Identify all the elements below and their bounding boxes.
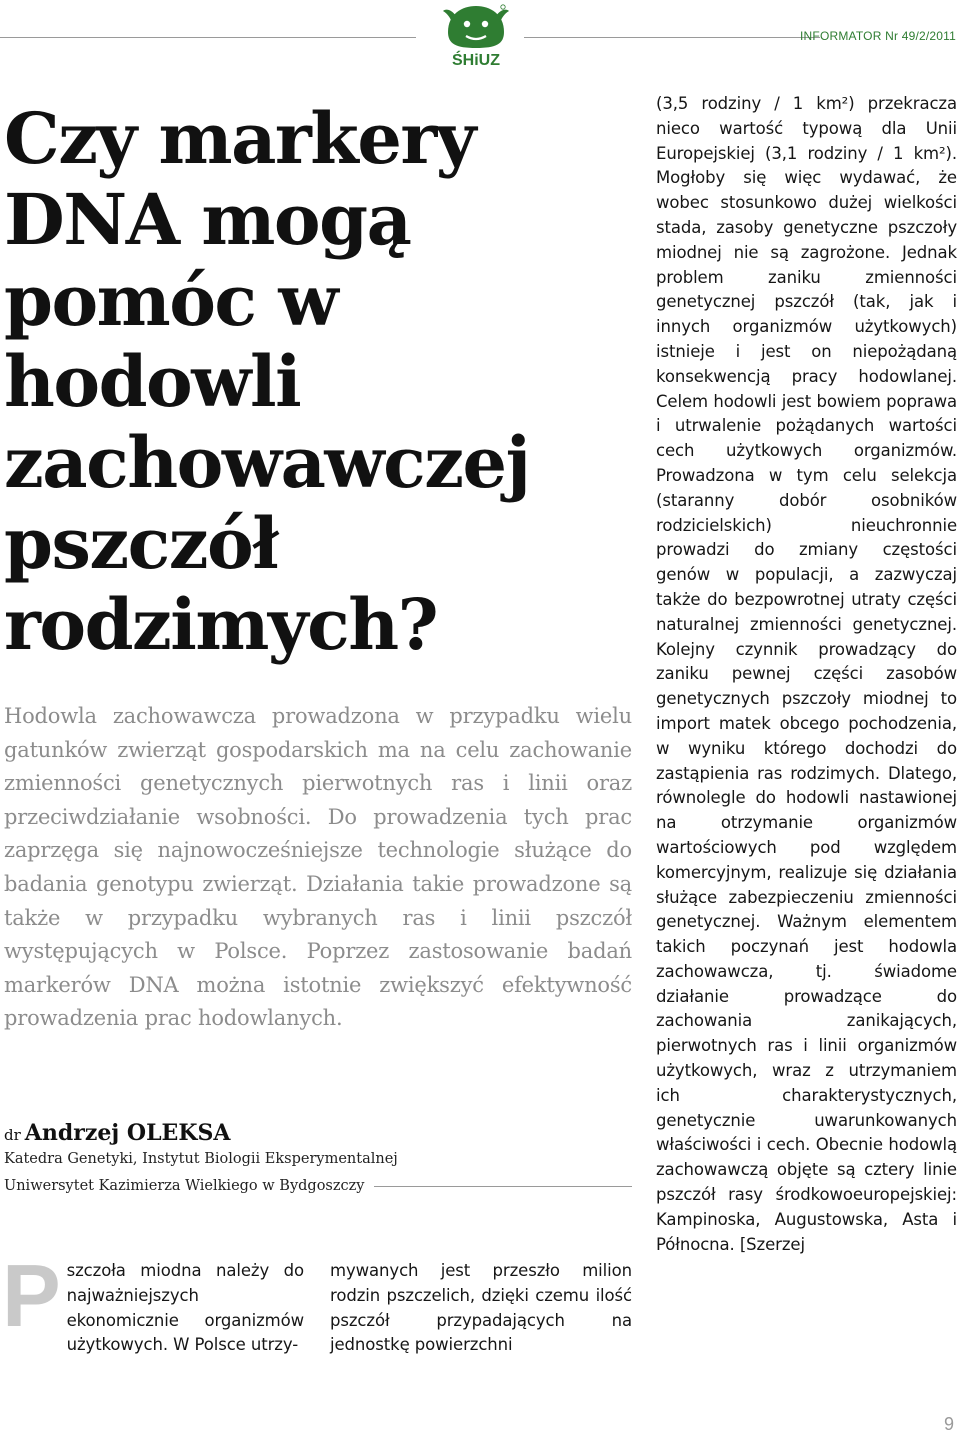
author-block bbox=[4, 1120, 632, 1200]
page-number: 9 bbox=[943, 1414, 954, 1434]
author-affiliation-university: Uniwersytet Kazimierza Wielkiego w Bydgoszczy bbox=[4, 1178, 365, 1194]
header-rule-right bbox=[524, 37, 820, 38]
author-line bbox=[4, 1120, 632, 1146]
article-title: Czy markery DNA mogą pomóc w hodowli zachowawczej pszczół rodzimych? bbox=[4, 97, 530, 666]
drop-cap: P bbox=[2, 1246, 61, 1345]
author-affiliation-dept: Katedra Genetyki, Instytut Biologii Eksperymentalnej bbox=[4, 1151, 398, 1167]
issue-info: INFORMATOR Nr 49/2/2011 bbox=[800, 29, 956, 43]
svg-text:ŚHiUZ: ŚHiUZ bbox=[452, 52, 500, 69]
author-affiliation-row bbox=[4, 1173, 632, 1200]
shiuz-logo-icon bbox=[440, 2, 512, 72]
author-title: dr bbox=[4, 1126, 21, 1144]
body-column-1 bbox=[2, 1246, 304, 1358]
author-name: Andrzej OLEKSA bbox=[24, 1120, 231, 1146]
article-lead: Hodowla zachowawcza prowadzona w przypadku wielu gatunków zwierząt gospodarskich ma na celu zachowanie zmienności genetycznych pierwotnych ras i linii oraz przeciwdziałanie wsobności. Do prowadzenia tych prac zaprzęga się najnowocześniejsze technologie służące do badania genotypu zwierząt. Działania takie prowadzone są także w przypadku wybranych ras i linii pszczół występujących w Polsce. Poprzez zastosowanie badań markerów DNA można istotnie zwiększyć efektywność prowadzenia prac hodowlanych. bbox=[4, 704, 632, 1031]
body-column-2: mywanych jest przeszło milion rodzin pszczelich, dzięki czemu ilość pszczół przypadających na jednostkę powierzchni bbox=[330, 1261, 632, 1355]
body-column-3: (3,5 rodziny / 1 km²) przekracza nieco wartość typową dla Unii Europejskiej (3,1 rodziny / 1 km²). Mogłoby się więc wydawać, że wobec stosunkowo dużej wielkości stada, zasoby genetyczne pszczoły miodnej nie są zagrożone. Jednak problem zaniku zmienności genetycznej pszczół (tak, jak i innych organizmów użytkowych) istnieje i jest on niepożądaną konsekwencją pracy hodowlanej. Celem hodowli jest bowiem poprawa i utrwalenie pożądanych wartości cech użytkowych organizmów. Prowadzona w tym celu selekcja (staranny dobór osobników rodzicielskich) nieuchronnie prowadzi do zmiany częstości genów w populacji, a zazwyczaj także do bezpowrotnej utraty części naturalnej zmienności genetycznej. Kolejny czynnik prowadzący do zaniku pewnej części zasobów genetycznych pszczoły miodnej to import matek obcego pochodzenia, w wyniku którego dochodzi do zastąpienia ras rodzimych. Dlatego, równolegle do hodowli nastawionej na otrzymanie organizmów wartościowych pod względem komercyjnym, realizuje się działania służące zabezpieczeniu zmienności genetycznej. Ważnym elementem takich poczynań jest hodowla zachowawcza, tj. świadome działanie prowadzące do zachowania zanikających, pierwotnych ras i linii organizmów użytkowych, wraz z utrzymaniem ich charakterystycznych, genetycznie uwarunkowanych właściwości i cech. Obecnie hodowlą zachowawczą objęte są cztery linie pszczół rasy środkowoeuropejskiej: Kampinoska, Augustowska, Asta i Północna. [Szerzej bbox=[656, 94, 957, 1254]
body-text-1: szczoła miodna należy do najważniejszych ekonomicznie organizmów użytkowych. W Polsce utrzy- bbox=[66, 1261, 304, 1355]
affiliation-rule bbox=[374, 1186, 632, 1187]
header-rule-left bbox=[0, 37, 416, 38]
